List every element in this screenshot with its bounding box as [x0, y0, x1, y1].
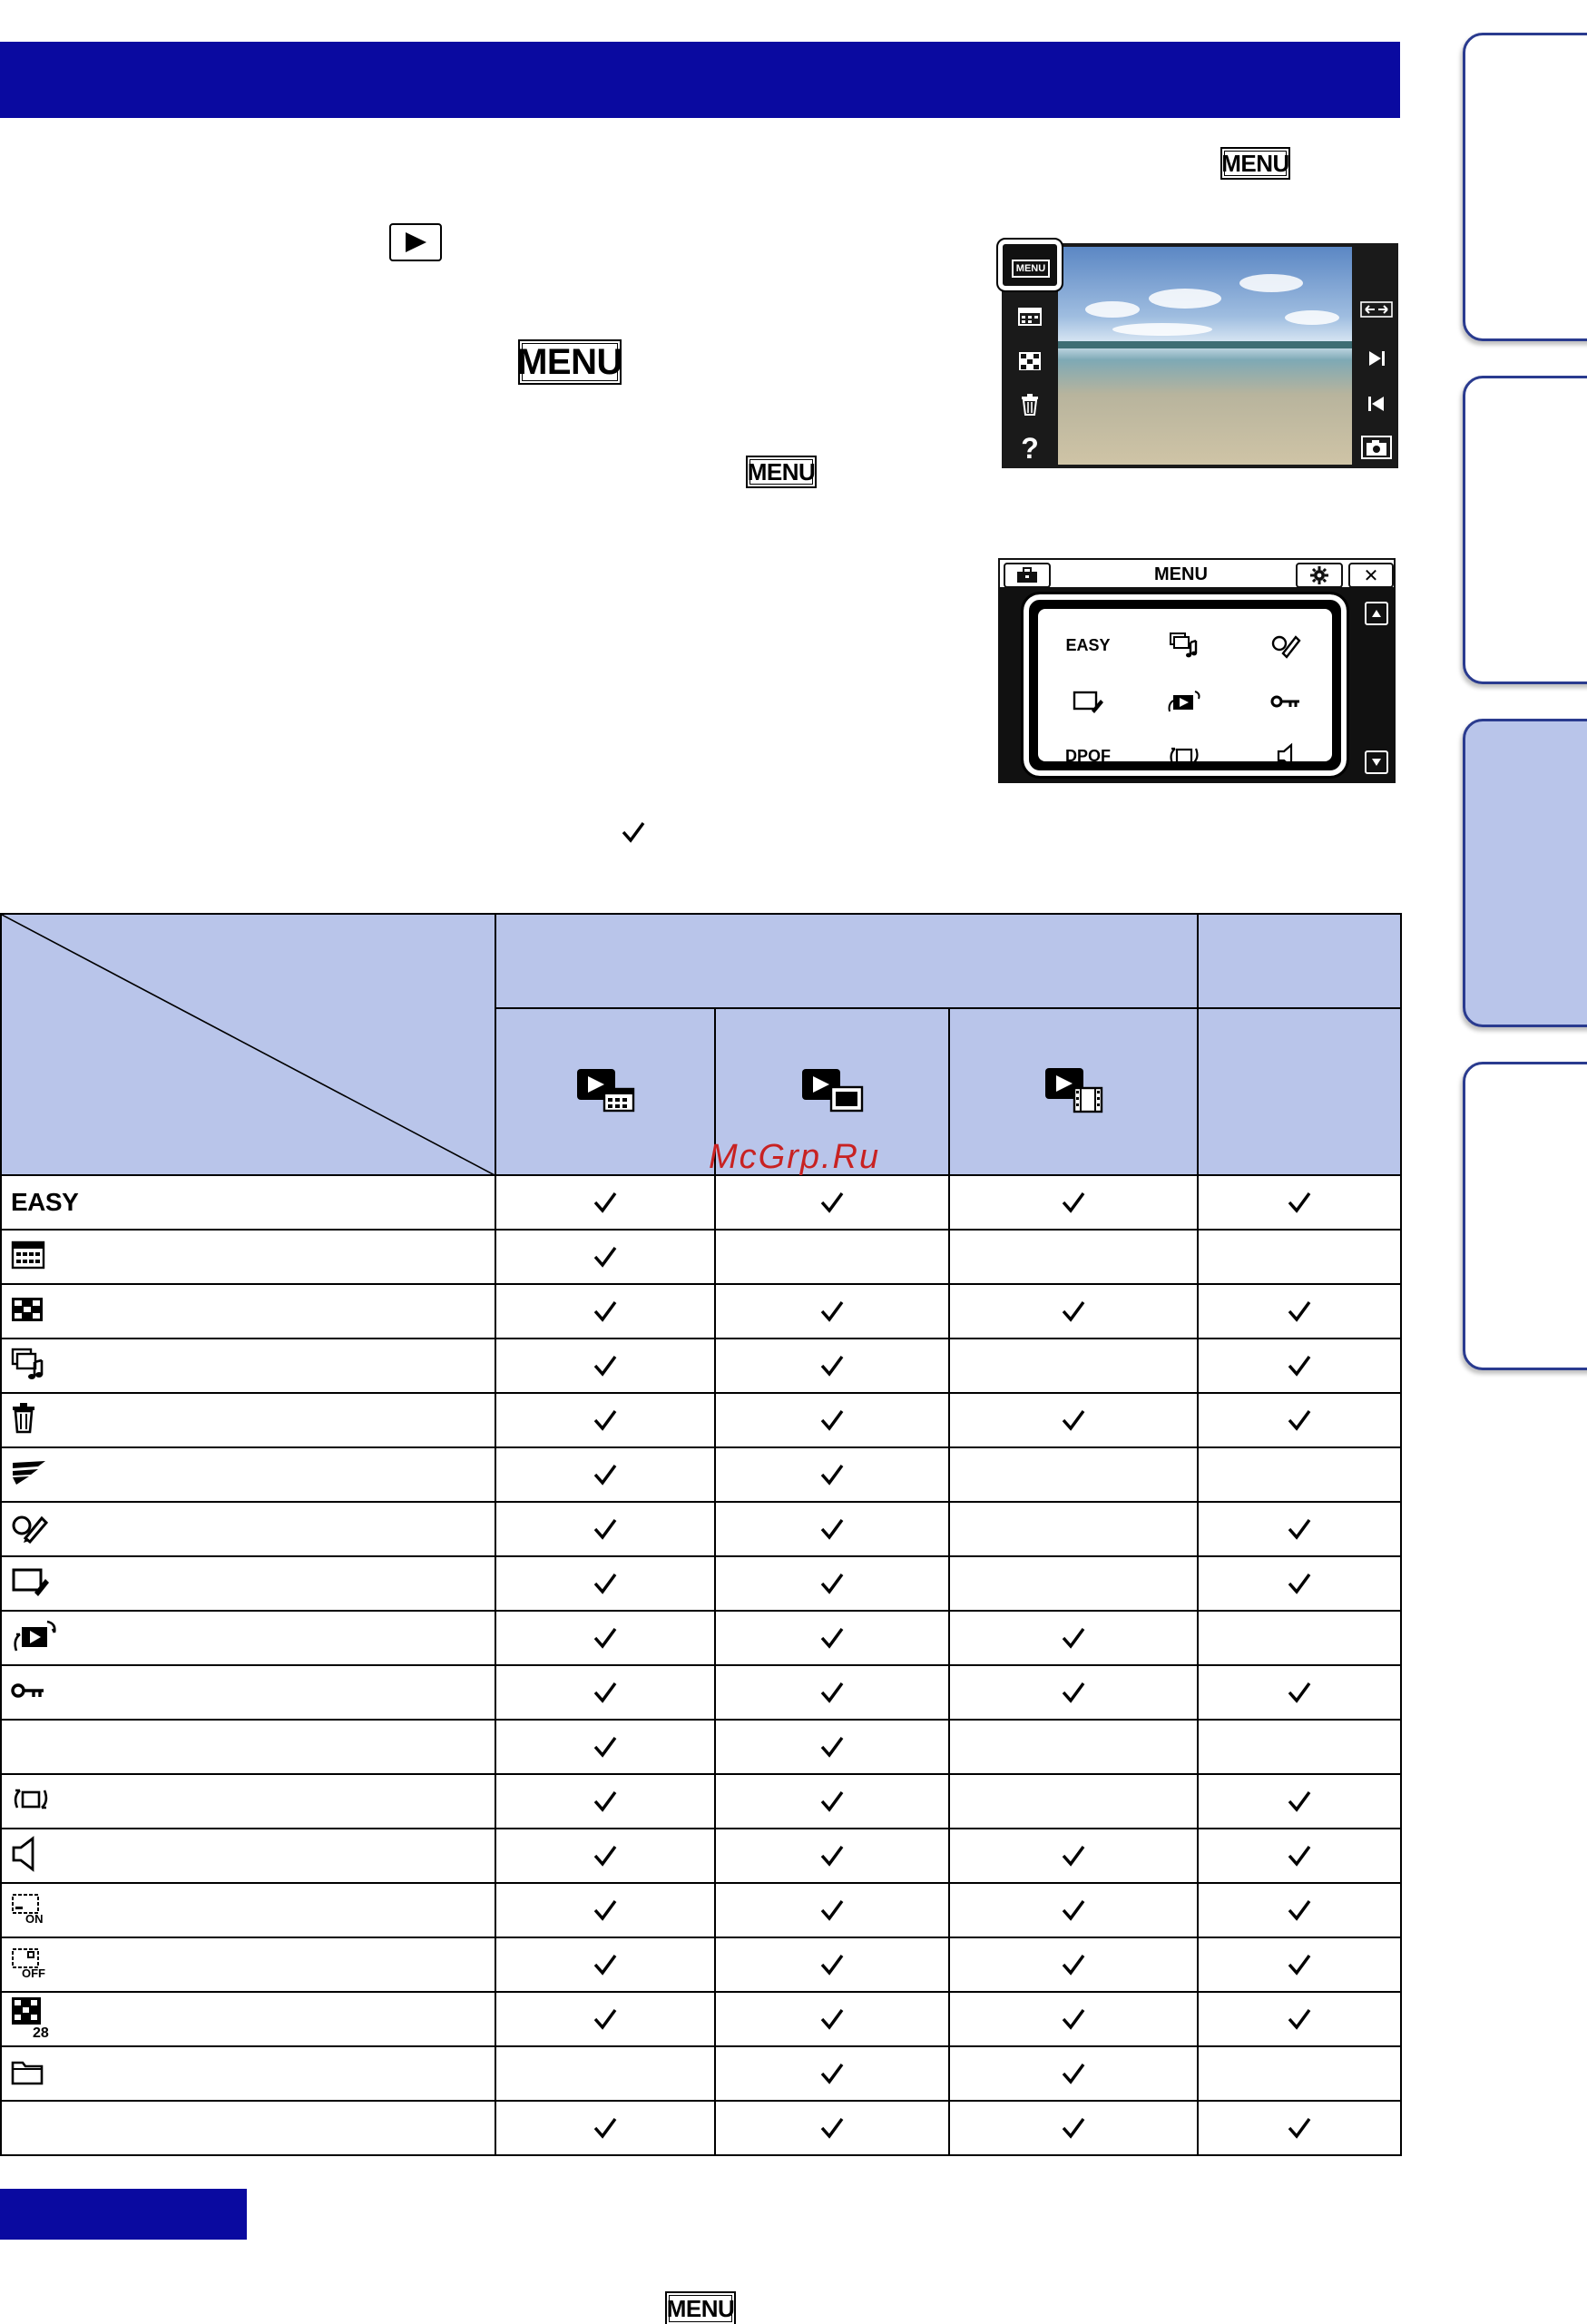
checkmark-icon — [593, 1249, 617, 1264]
cell-date-view — [495, 1611, 715, 1665]
checkmark-icon — [593, 1575, 617, 1591]
checkmark-icon — [593, 1303, 617, 1319]
menu-item-dpof-label: DPOF — [1064, 746, 1111, 765]
cell-folder-view-movie — [949, 1393, 1198, 1447]
cell-folder-view-still — [715, 1992, 949, 2046]
close-icon[interactable]: ✕ — [1348, 563, 1394, 588]
cell-folder-view-movie — [949, 1611, 1198, 1665]
checkmark-icon — [593, 1793, 617, 1809]
row-label-cell — [1, 1883, 495, 1937]
display-off-icon — [11, 1947, 47, 1983]
cell-extra — [1198, 1393, 1401, 1447]
cell-date-view — [495, 1230, 715, 1284]
side-tab-3-active[interactable] — [1463, 719, 1587, 1027]
checkmark-icon — [593, 1630, 617, 1645]
menu-item-easy-label: EASY — [1065, 635, 1111, 654]
display-on-icon — [11, 1893, 47, 1928]
side-tab-4[interactable] — [1463, 1062, 1587, 1370]
checkmark-icon — [1288, 1521, 1311, 1536]
cell-extra — [1198, 1883, 1401, 1937]
checkmark-icon — [1062, 1412, 1085, 1427]
checkmark-icon — [1062, 2120, 1085, 2135]
cell-extra — [1198, 1502, 1401, 1556]
checkmark-icon — [1288, 1848, 1311, 1863]
header-folder-view-movie — [949, 1008, 1198, 1175]
page-title-bar — [0, 42, 1400, 118]
slide-icon[interactable] — [1358, 298, 1395, 321]
header-extra-sub — [1198, 1008, 1401, 1175]
menu-screen-image — [998, 558, 1396, 783]
checkmark-icon — [593, 1358, 617, 1373]
cell-date-view — [495, 1175, 715, 1230]
cell-date-view — [495, 1502, 715, 1556]
side-tab-1[interactable] — [1463, 33, 1587, 341]
cell-extra — [1198, 1284, 1401, 1339]
table-corner-cell — [1, 914, 495, 1175]
cell-date-view — [495, 1556, 715, 1611]
menu-item-retouch[interactable] — [1236, 618, 1336, 672]
row-label-cell — [1, 1502, 495, 1556]
paint-icon — [11, 1459, 47, 1491]
checkmark-icon — [820, 1793, 844, 1809]
menu-item-print-order[interactable] — [1038, 674, 1138, 729]
cell-date-view — [495, 1829, 715, 1883]
checkmark-icon — [593, 2011, 617, 2026]
rotate-icon — [11, 1785, 51, 1819]
cell-extra — [1198, 2101, 1401, 2155]
checkmark-icon — [593, 1739, 617, 1754]
cell-extra — [1198, 1447, 1401, 1502]
cell-folder-view-movie — [949, 2046, 1198, 2101]
cell-extra — [1198, 1720, 1401, 1774]
table-row — [1, 1284, 1401, 1339]
checkmark-icon — [820, 2065, 844, 2081]
table-row — [1, 1556, 1401, 1611]
cell-folder-view-movie — [949, 1447, 1198, 1502]
checkmark-icon — [1288, 2011, 1311, 2026]
calendar-icon — [11, 1240, 45, 1275]
table-row — [1, 2101, 1401, 2155]
checkmark-icon — [820, 1630, 844, 1645]
cell-date-view — [495, 1447, 715, 1502]
cell-folder-view-movie — [949, 1665, 1198, 1720]
checkmark-icon — [1062, 1956, 1085, 1972]
row-label-cell — [1, 1992, 495, 2046]
calendar-icon[interactable] — [1013, 299, 1047, 332]
checkmark-icon — [1288, 1956, 1311, 1972]
folder-view-movie-icon — [1042, 1064, 1105, 1115]
checkmark-icon — [1062, 1848, 1085, 1863]
cell-folder-view-still — [715, 1829, 949, 1883]
cell-date-view — [495, 2046, 715, 2101]
checkmark-icon — [820, 1684, 844, 1700]
side-tab-2[interactable] — [1463, 376, 1587, 684]
trash-icon[interactable] — [1013, 388, 1047, 421]
menu-item-easy[interactable] — [1038, 618, 1138, 672]
cell-folder-view-movie — [949, 2101, 1198, 2155]
cell-folder-view-movie — [949, 1774, 1198, 1829]
menu-item-slideshow-music[interactable] — [1134, 618, 1234, 672]
beach-photo — [1058, 247, 1352, 465]
cell-folder-view-still — [715, 1447, 949, 1502]
table-row — [1, 1665, 1401, 1720]
menu-badge-top: MENU — [1220, 147, 1290, 180]
cell-folder-view-movie — [949, 1175, 1198, 1230]
cell-extra — [1198, 1937, 1401, 1992]
cell-extra — [1198, 1339, 1401, 1393]
cell-extra — [1198, 1665, 1401, 1720]
cell-extra — [1198, 1230, 1401, 1284]
table-row — [1, 1393, 1401, 1447]
toolbox-icon[interactable] — [1004, 563, 1051, 588]
checkmark-icon — [820, 1848, 844, 1863]
menu-badge-mid: MENU — [746, 456, 817, 488]
checkmark-icon — [820, 1956, 844, 1972]
cell-folder-view-still — [715, 1611, 949, 1665]
table-row — [1, 1829, 1401, 1883]
menu-badge-large: MENU — [518, 339, 622, 385]
cell-extra — [1198, 1175, 1401, 1230]
table-row — [1, 1447, 1401, 1502]
cell-folder-view-movie — [949, 1502, 1198, 1556]
checkmark-icon — [820, 1902, 844, 1917]
header-view-mode — [495, 914, 1198, 1008]
row-label-cell — [1, 1447, 495, 1502]
row-label-cell — [1, 1611, 495, 1665]
protect-icon — [11, 1681, 45, 1705]
row-label-cell — [1, 1393, 495, 1447]
playback-screen-image — [1002, 243, 1398, 468]
checkmark-icon — [1288, 1194, 1311, 1210]
cell-extra — [1198, 1829, 1401, 1883]
row-label-cell — [1, 1175, 495, 1230]
playback-button-icon — [389, 223, 442, 261]
playback-rotate-icon — [11, 1618, 58, 1659]
checkmark-icon — [1062, 1684, 1085, 1700]
row-label-cell — [1, 1665, 495, 1720]
easy-label: EASY — [11, 1188, 79, 1216]
checkmark-icon — [593, 1956, 617, 1972]
checkmark-icon — [621, 820, 646, 844]
print-order-icon — [11, 1566, 51, 1602]
cell-folder-view-still — [715, 1556, 949, 1611]
checkmark-icon — [1062, 1194, 1085, 1210]
table-row — [1, 1937, 1401, 1992]
date-view-icon — [573, 1065, 637, 1114]
camera-icon[interactable] — [1358, 434, 1395, 461]
retouch-icon — [11, 1511, 49, 1548]
table-row — [1, 1774, 1401, 1829]
checkmark-icon — [593, 1902, 617, 1917]
cell-folder-view-movie — [949, 1883, 1198, 1937]
cell-date-view — [495, 1284, 715, 1339]
checkmark-icon — [593, 1848, 617, 1863]
table-row — [1, 1502, 1401, 1556]
checkmark-icon — [1288, 2120, 1311, 2135]
cell-folder-view-still — [715, 2046, 949, 2101]
delete-icon — [11, 1403, 36, 1438]
checkmark-icon — [593, 1194, 617, 1210]
checkmark-icon — [593, 2120, 617, 2135]
menu-item-protect[interactable] — [1236, 674, 1336, 729]
svg-text:ON: ON — [25, 1911, 44, 1924]
checkmark-icon — [820, 2120, 844, 2135]
cell-folder-view-still — [715, 1937, 949, 1992]
index-icon — [11, 1297, 44, 1327]
row-label-cell — [1, 1230, 495, 1284]
table-row — [1, 1230, 1401, 1284]
cell-folder-view-still — [715, 1284, 949, 1339]
checkmark-icon — [820, 1575, 844, 1591]
table-row — [1, 1339, 1401, 1393]
checkmark-icon — [593, 1521, 617, 1536]
cell-folder-view-movie — [949, 1992, 1198, 2046]
row-label-cell — [1, 2101, 495, 2155]
row-label-cell — [1, 1339, 495, 1393]
header-date-view — [495, 1008, 715, 1175]
table-row — [1, 1992, 1401, 2046]
index-icon[interactable] — [1013, 345, 1047, 378]
checkmark-icon — [1062, 1303, 1085, 1319]
help-icon[interactable]: ? — [1021, 431, 1039, 465]
checkmark-icon — [1288, 1684, 1311, 1700]
menu-item-rotate[interactable] — [1134, 729, 1234, 783]
cell-date-view — [495, 1883, 715, 1937]
prev-icon[interactable] — [1358, 390, 1395, 417]
cell-date-view — [495, 1393, 715, 1447]
note-bar — [0, 2189, 247, 2240]
checkmark-icon — [1288, 1303, 1311, 1319]
menu-icon-label: MENU — [1012, 260, 1050, 278]
row-label-cell — [1, 1937, 495, 1992]
row-label-cell — [1, 1284, 495, 1339]
checkmark-icon — [820, 1466, 844, 1482]
scroll-up-button[interactable] — [1365, 602, 1388, 625]
checkmark-icon — [593, 1466, 617, 1482]
cell-folder-view-still — [715, 1774, 949, 1829]
checkmark-icon — [1062, 1630, 1085, 1645]
row-label-cell — [1, 1774, 495, 1829]
cell-extra — [1198, 1556, 1401, 1611]
checkmark-icon — [820, 1358, 844, 1373]
row-label-cell — [1, 1720, 495, 1774]
header-extra — [1198, 914, 1401, 1008]
cell-date-view — [495, 1339, 715, 1393]
cell-folder-view-still — [715, 1665, 949, 1720]
cell-date-view — [495, 1774, 715, 1829]
folder-view-still-icon — [798, 1065, 866, 1114]
row-label-cell — [1, 1829, 495, 1883]
table-row — [1, 1175, 1401, 1230]
checkmark-icon — [1288, 1902, 1311, 1917]
cell-folder-view-still — [715, 1393, 949, 1447]
checkmark-icon — [820, 1194, 844, 1210]
cell-date-view — [495, 1992, 715, 2046]
menu-icon[interactable] — [1005, 247, 1056, 290]
cell-extra — [1198, 2046, 1401, 2101]
row-label-cell — [1, 2046, 495, 2101]
cell-folder-view-movie — [949, 1829, 1198, 1883]
menu-badge-bottom: MENU — [665, 2291, 736, 2324]
checkmark-icon — [1288, 1575, 1311, 1591]
checkmark-icon — [1062, 1902, 1085, 1917]
cell-folder-view-still — [715, 1339, 949, 1393]
checkmark-icon — [820, 2011, 844, 2026]
checkmark-icon — [820, 1521, 844, 1536]
table-row — [1, 1611, 1401, 1665]
menu-screen-title: MENU — [1154, 564, 1208, 584]
cell-folder-view-still — [715, 2101, 949, 2155]
cell-folder-view-still — [715, 1883, 949, 1937]
table-row — [1, 2046, 1401, 2101]
index-28-icon — [11, 1996, 53, 2043]
checkmark-icon — [1288, 1412, 1311, 1427]
volume-icon — [11, 1836, 38, 1877]
cell-folder-view-movie — [949, 1937, 1198, 1992]
table-row — [1, 1883, 1401, 1937]
cell-extra — [1198, 1992, 1401, 2046]
menu-item-playback-rotate[interactable] — [1134, 674, 1234, 729]
cell-date-view — [495, 1665, 715, 1720]
checkmark-icon — [593, 1684, 617, 1700]
settings-gear-icon[interactable] — [1296, 563, 1343, 588]
cell-folder-view-movie — [949, 1339, 1198, 1393]
compatibility-table — [0, 913, 1402, 2156]
cell-date-view — [495, 2101, 715, 2155]
menu-item-volume[interactable] — [1236, 729, 1336, 783]
checkmark-icon — [1062, 2065, 1085, 2081]
svg-text:OFF: OFF — [22, 1966, 45, 1978]
cell-folder-view-movie — [949, 1284, 1198, 1339]
cell-folder-view-movie — [949, 1720, 1198, 1774]
cell-folder-view-still — [715, 1502, 949, 1556]
cell-folder-view-still — [715, 1720, 949, 1774]
cell-date-view — [495, 1720, 715, 1774]
table-row — [1, 1720, 1401, 1774]
slideshow-music-icon — [11, 1348, 45, 1385]
cell-folder-view-still — [715, 1230, 949, 1284]
menu-item-dpof[interactable] — [1038, 729, 1138, 783]
menu-grid — [1024, 594, 1347, 776]
cell-extra — [1198, 1774, 1401, 1829]
checkmark-icon — [1288, 1358, 1311, 1373]
cell-folder-view-still — [715, 1175, 949, 1230]
cell-folder-view-movie — [949, 1230, 1198, 1284]
svg-text:28: 28 — [33, 2025, 49, 2038]
watermark: McGrp.Ru — [709, 1138, 881, 1176]
folder-icon — [11, 2058, 44, 2090]
cell-date-view — [495, 1937, 715, 1992]
checkmark-icon — [1062, 2011, 1085, 2026]
next-icon[interactable] — [1358, 345, 1395, 372]
checkmark-icon — [820, 1739, 844, 1754]
cell-folder-view-movie — [949, 1556, 1198, 1611]
checkmark-icon — [820, 1412, 844, 1427]
scroll-down-button[interactable] — [1365, 750, 1388, 774]
menu-screen-topbar — [998, 558, 1396, 589]
checkmark-icon — [820, 1303, 844, 1319]
checkmark-icon — [593, 1412, 617, 1427]
cell-extra — [1198, 1611, 1401, 1665]
row-label-cell — [1, 1556, 495, 1611]
checkmark-icon — [1288, 1793, 1311, 1809]
